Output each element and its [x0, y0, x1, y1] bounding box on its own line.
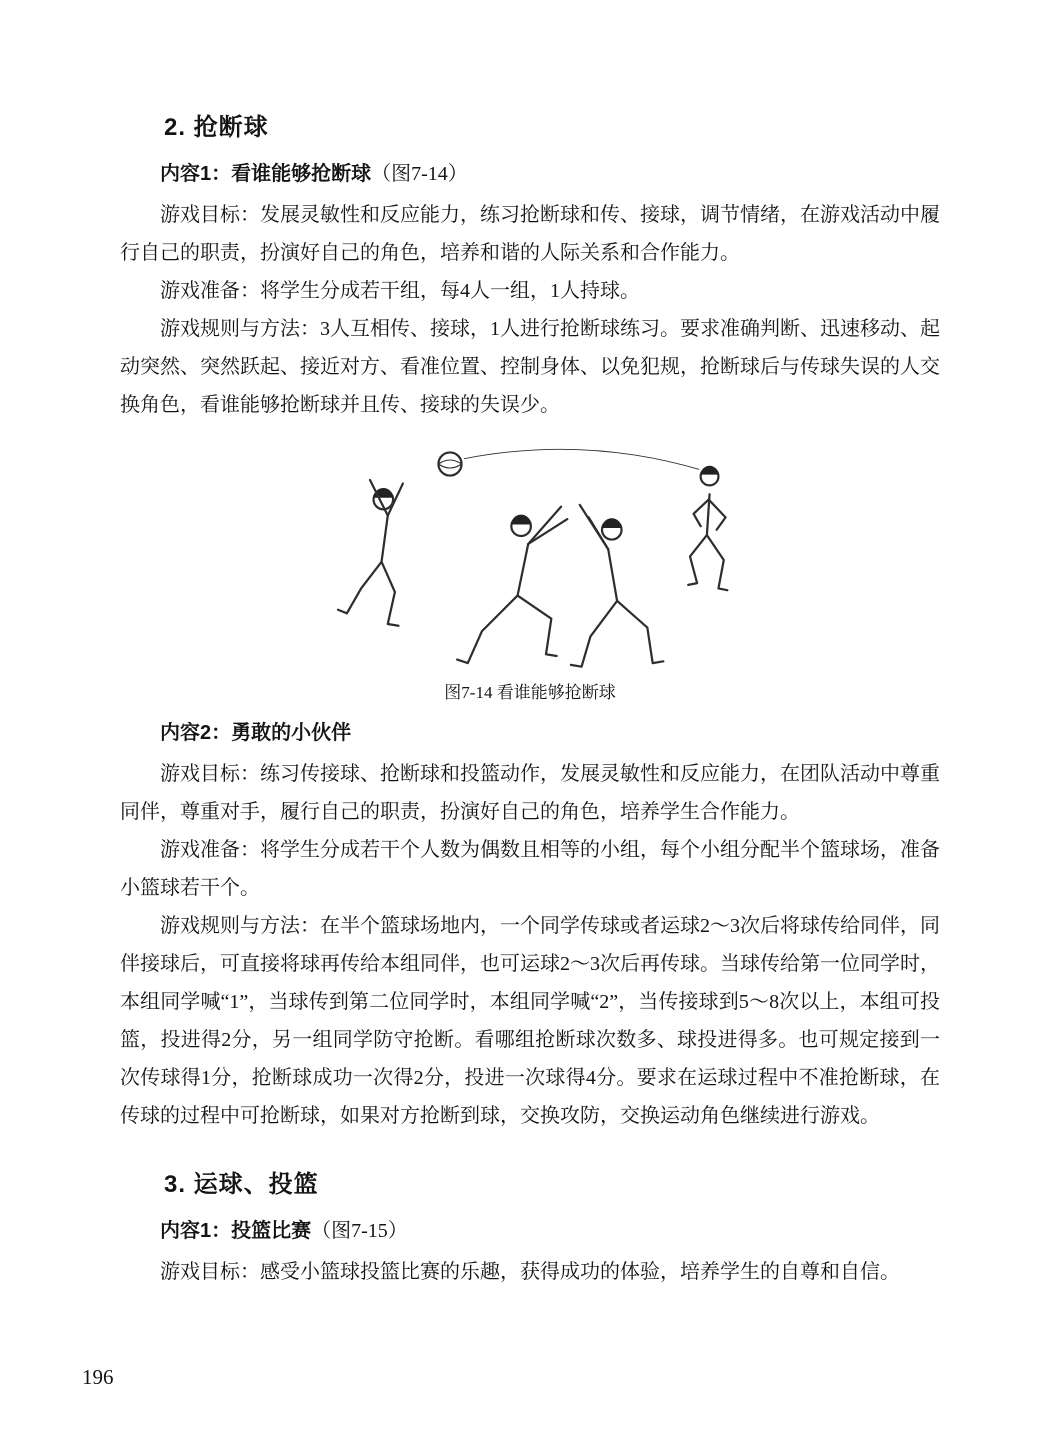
page-content	[120, 112, 940, 1291]
paragraph-game-goal-3: 游戏目标：感受小篮球投篮比赛的乐趣，获得成功的体验，培养学生的自尊和自信。	[160, 1261, 900, 1283]
paragraph-game-goal-2: 游戏目标：练习传接球、抢断球和投篮动作，发展灵敏性和反应能力，在团队活动中尊重同伴，尊重对手，履行自己的职责，扮演好自己的角色，培养学生合作能力。	[120, 763, 940, 823]
player-2-icon	[457, 507, 567, 663]
content2-title-text: 内容2：勇敢的小伙伴	[160, 722, 352, 744]
section3-content1-title-text: 内容1：投篮比赛	[160, 1220, 312, 1242]
content1-title-text: 内容1：看谁能够抢断球	[160, 163, 372, 185]
paragraph-game-prep-1: 游戏准备：将学生分成若干组，每4人一组，1人持球。	[160, 280, 640, 302]
player-4-icon	[688, 466, 727, 590]
ball-icon	[438, 452, 461, 475]
content1-title	[160, 160, 940, 188]
page-number: 196	[82, 1365, 114, 1389]
figure-7-14	[120, 432, 940, 705]
paragraph-game-prep-2: 游戏准备：将学生分成若干个人数为偶数且相等的小组，每个小组分配半个篮球场，准备小篮球若干个。	[120, 839, 940, 899]
basketball-steal-illustration-icon	[290, 432, 770, 672]
figure-7-14-caption: 图7-14 看谁能够抢断球	[444, 683, 616, 702]
section3-content1-figure-ref: （图7-15）	[311, 1220, 408, 1242]
player-3-icon	[571, 505, 663, 667]
section-2-heading: 2. 抢断球	[164, 114, 269, 141]
section-3-heading: 3. 运球、投篮	[164, 1171, 319, 1198]
section3-content1-title	[160, 1217, 940, 1245]
paragraph-game-rules-1: 游戏规则与方法：3人互相传、接球，1人进行抢断球练习。要求准确判断、迅速移动、起动突然、突然跃起、接近对方、看准位置、控制身体、以免犯规，抢断球后与传球失误的人交换角色，看谁能够抢断球并且传、接球的失误少。	[120, 318, 940, 416]
player-1-icon	[338, 480, 403, 626]
paragraph-game-goal-1: 游戏目标：发展灵敏性和反应能力，练习抢断球和传、接球，调节情绪，在游戏活动中履行自己的职责，扮演好自己的角色，培养和谐的人际关系和合作能力。	[120, 204, 940, 264]
paragraph-game-rules-2: 游戏规则与方法：在半个篮球场地内，一个同学传球或者运球2～3次后将球传给同伴，同伴接球后，可直接将球再传给本组同伴，也可运球2～3次后再传球。当球传给第一位同学时，本组同学喊“1”，当球传到第二位同学时，本组同学喊“2”，当传接球到5～8次以上，本组可投篮，投进得2分，另一组同学防守抢断。看哪组抢断球次数多、球投进得多。也可规定接到一次传球得1分，抢断球成功一次得2分，投进一次球得4分。要求在运球过程中不准抢断球，在传球的过程中可抢断球，如果对方抢断到球，交换攻防，交换运动角色继续进行游戏。	[120, 915, 940, 1127]
content2-title	[160, 719, 940, 747]
content1-figure-ref: （图7-14）	[371, 163, 468, 185]
